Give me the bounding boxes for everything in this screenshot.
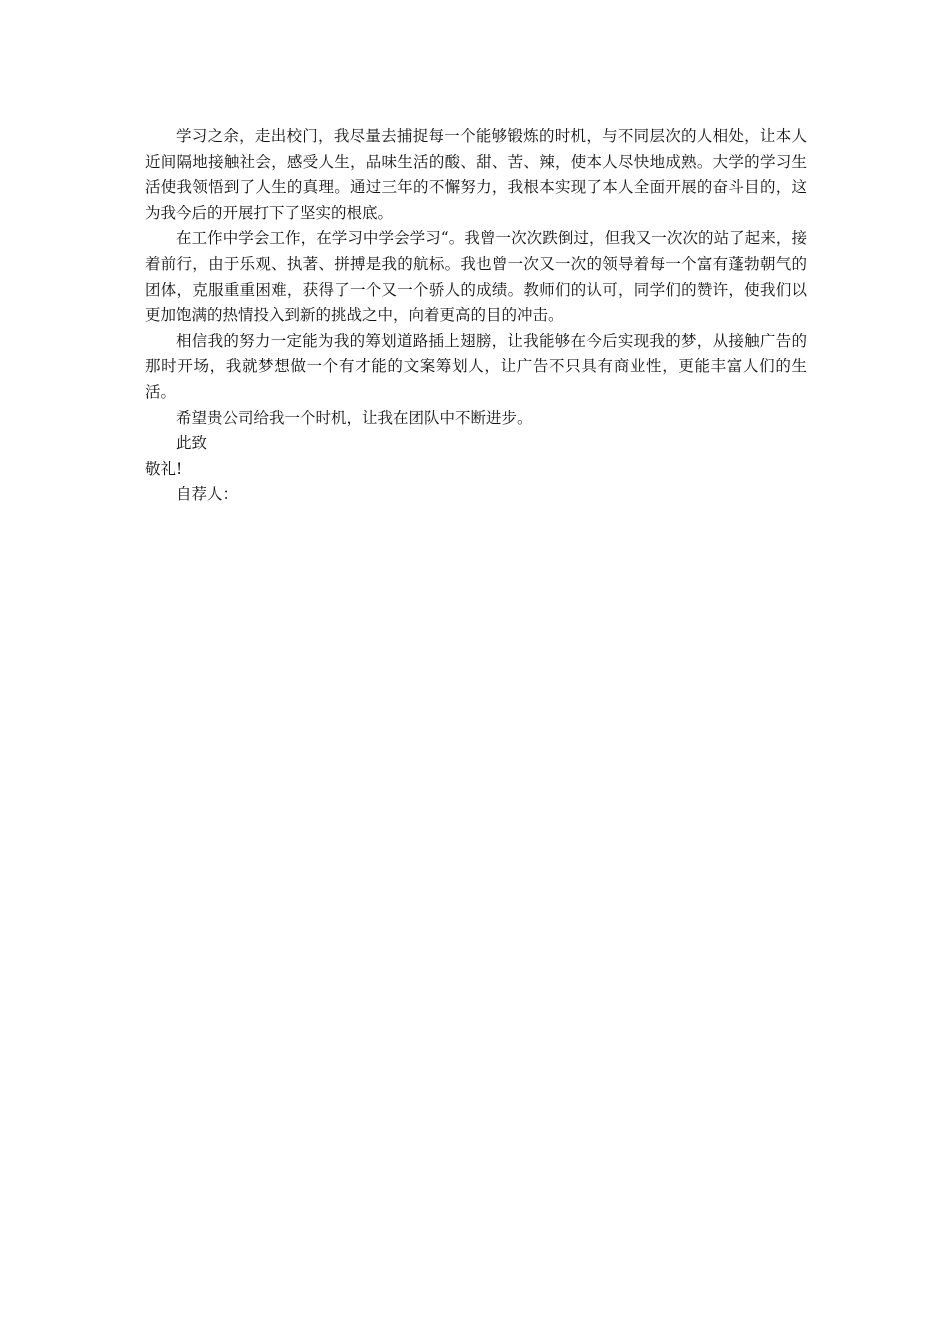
letter-body (145, 124, 807, 508)
paragraph-work: 在工作中学会工作，在学习中学会学习“。我曾一次次跌倒过，但我又一次次的站了起来，接着前行，由于乐观、执著、拼搏是我的航标。我也曾一次又一次的领导着每一个富有蓬勃朝气的团体，克服重重困难，获得了一个又一个骄人的成绩。教师们的认可，同学们的赞许，使我们以更加饱满的热情投入到新的挑战之中，向着更高的目的冲击。 (145, 229, 807, 325)
salutation-line: 敬礼! (145, 459, 183, 478)
paragraph-study: 学习之余，走出校门，我尽量去捕捉每一个能够锻炼的时机，与不同层次的人相处，让本人近间隔地接触社会，感受人生，品味生活的酸、甜、苦、辣，使本人尽快地成熟。大学的学习生活使我领悟到了人生的真理。通过三年的不懈努力，我根本实现了本人全面开展的奋斗目的，这为我今后的开展打下了坚实的根底。 (145, 127, 807, 222)
paragraph-hope: 希望贵公司给我一个时机，让我在团队中不断进步。 (176, 408, 533, 427)
closing-line: 此致 (176, 434, 208, 453)
paragraph-dream: 相信我的努力一定能为我的筹划道路插上翅膀，让我能够在今后实现我的梦，从接触广告的那时开场，我就梦想做一个有才能的文案筹划人，让广告不只具有商业性，更能丰富人们的生活。 (145, 331, 807, 401)
signature-label: 自荐人： (176, 485, 239, 504)
